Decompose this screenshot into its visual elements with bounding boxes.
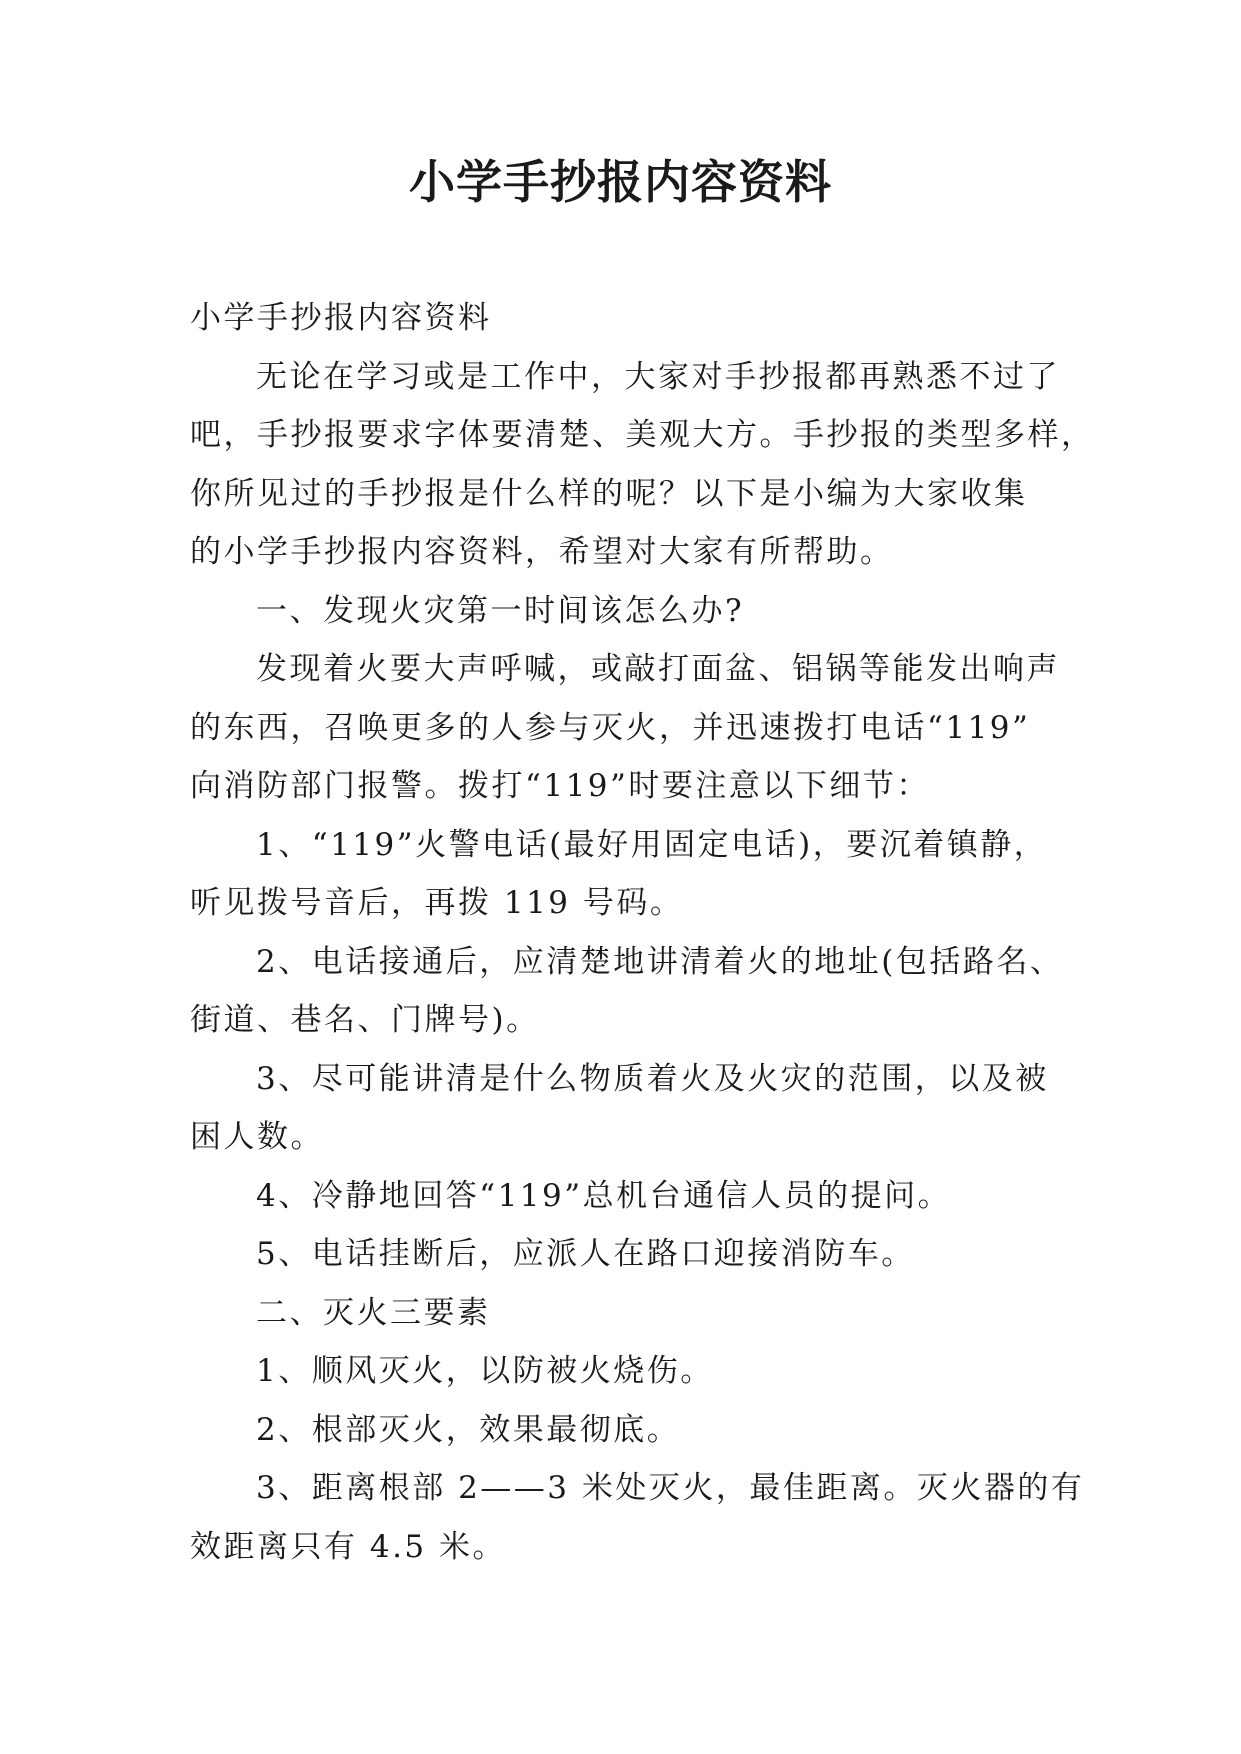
list-item-line: 1、“119”火警电话(最好用固定电话)，要沉着镇静， bbox=[256, 826, 1048, 863]
paragraph-line: 的小学手抄报内容资料，希望对大家有所帮助。 bbox=[190, 534, 894, 570]
list-item-line: 1、顺风灭火，以防被火烧伤。 bbox=[256, 1353, 714, 1389]
subtitle-line: 小学手抄报内容资料 bbox=[190, 300, 492, 336]
list-item-line: 5、电话挂断后，应派人在路口迎接消防车。 bbox=[256, 1236, 915, 1272]
list-item-line: 3、尽可能讲清是什么物质着火及火灾的范围，以及被 bbox=[256, 1060, 1049, 1097]
list-item-line: 2、根部灭火，效果最彻底。 bbox=[256, 1411, 681, 1448]
paragraph-line: 吧，手抄报要求字体要清楚、美观大方。手抄报的类型多样， bbox=[190, 417, 1095, 453]
section-heading-1: 一、发现火灾第一时间该怎么办? bbox=[256, 592, 745, 629]
document-body bbox=[190, 289, 1095, 1576]
paragraph-line: 发现着火要大声呼喊，或敲打面盆、铝锅等能发出响声 bbox=[256, 651, 1060, 687]
list-item-line: 4、冷静地回答“119”总机台通信人员的提问。 bbox=[256, 1177, 952, 1214]
paragraph-line: 的东西，召唤更多的人参与灭火，并迅速拨打电话“119” bbox=[190, 709, 1031, 746]
paragraph-line: 无论在学习或是工作中，大家对手抄报都再熟悉不过了 bbox=[256, 358, 1060, 395]
document-title: 小学手抄报内容资料 bbox=[409, 155, 832, 209]
list-item-line: 效距离只有 4.5 米。 bbox=[190, 1528, 507, 1565]
section-heading-2: 二、灭火三要素 bbox=[256, 1294, 491, 1331]
list-item-line: 2、电话接通后，应清楚地讲清着火的地址(包括路名、 bbox=[256, 943, 1064, 980]
paragraph-line: 向消防部门报警。拨打“119”时要注意以下细节： bbox=[190, 768, 930, 804]
list-item-line: 困人数。 bbox=[190, 1119, 324, 1155]
list-item-line: 3、距离根部 2——3 米处灭火，最佳距离。灭火器的有 bbox=[256, 1470, 1085, 1506]
list-item-line: 街道、巷名、门牌号)。 bbox=[190, 1002, 540, 1038]
paragraph-line: 你所见过的手抄报是什么样的呢？以下是小编为大家收集 bbox=[190, 475, 1028, 512]
list-item-line: 听见拨号音后，再拨 119 号码。 bbox=[190, 885, 684, 921]
